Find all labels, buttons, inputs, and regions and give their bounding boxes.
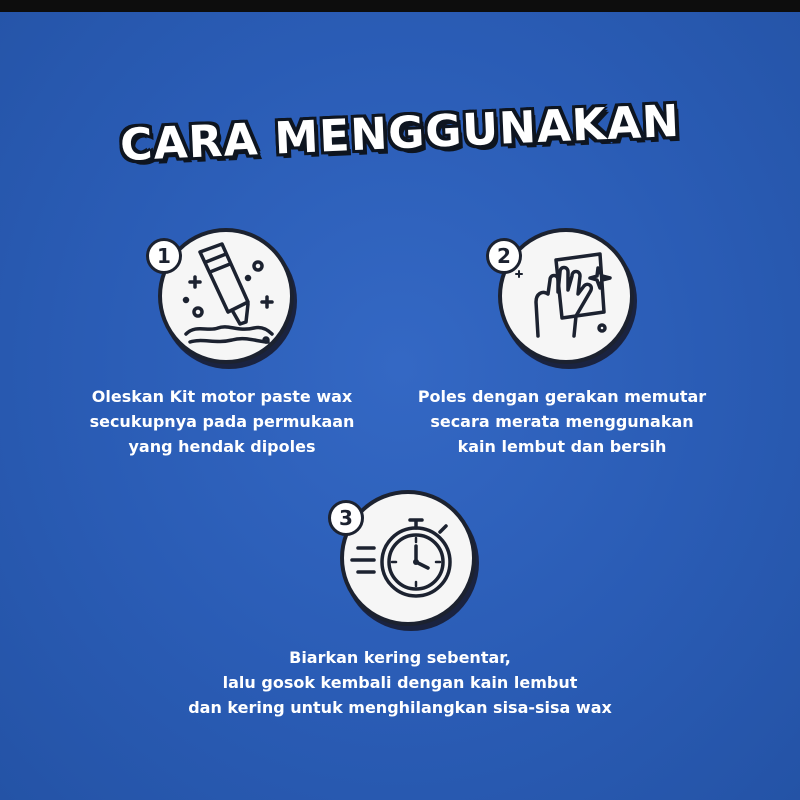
- step-2-line-2: secara merata menggunakan: [430, 412, 694, 431]
- step-1-number: 1: [146, 238, 182, 274]
- top-bar: [0, 0, 800, 12]
- step-1-line-2: secukupnya pada permukaan: [89, 412, 355, 431]
- step-3-line-3: dan kering untuk menghilangkan sisa-sisa wax: [188, 698, 612, 717]
- step-3-line-1: Biarkan kering sebentar,: [289, 648, 511, 667]
- step-1-line-1: Oleskan Kit motor paste wax: [91, 387, 353, 406]
- step-3-description: [160, 645, 640, 720]
- step-2-description: [402, 384, 722, 459]
- step-2-number: 2: [486, 238, 522, 274]
- step-3-number: 3: [328, 500, 364, 536]
- step-1-description: [62, 384, 382, 459]
- step-2-line-3: kain lembut dan bersih: [457, 437, 667, 456]
- page-title: CARA MENGGUNAKAN: [119, 95, 681, 172]
- step-2-line-1: Poles dengan gerakan memutar: [417, 387, 707, 406]
- step-1-line-3: yang hendak dipoles: [128, 437, 316, 456]
- step-3-line-2: lalu gosok kembali dengan kain lembut: [222, 673, 578, 692]
